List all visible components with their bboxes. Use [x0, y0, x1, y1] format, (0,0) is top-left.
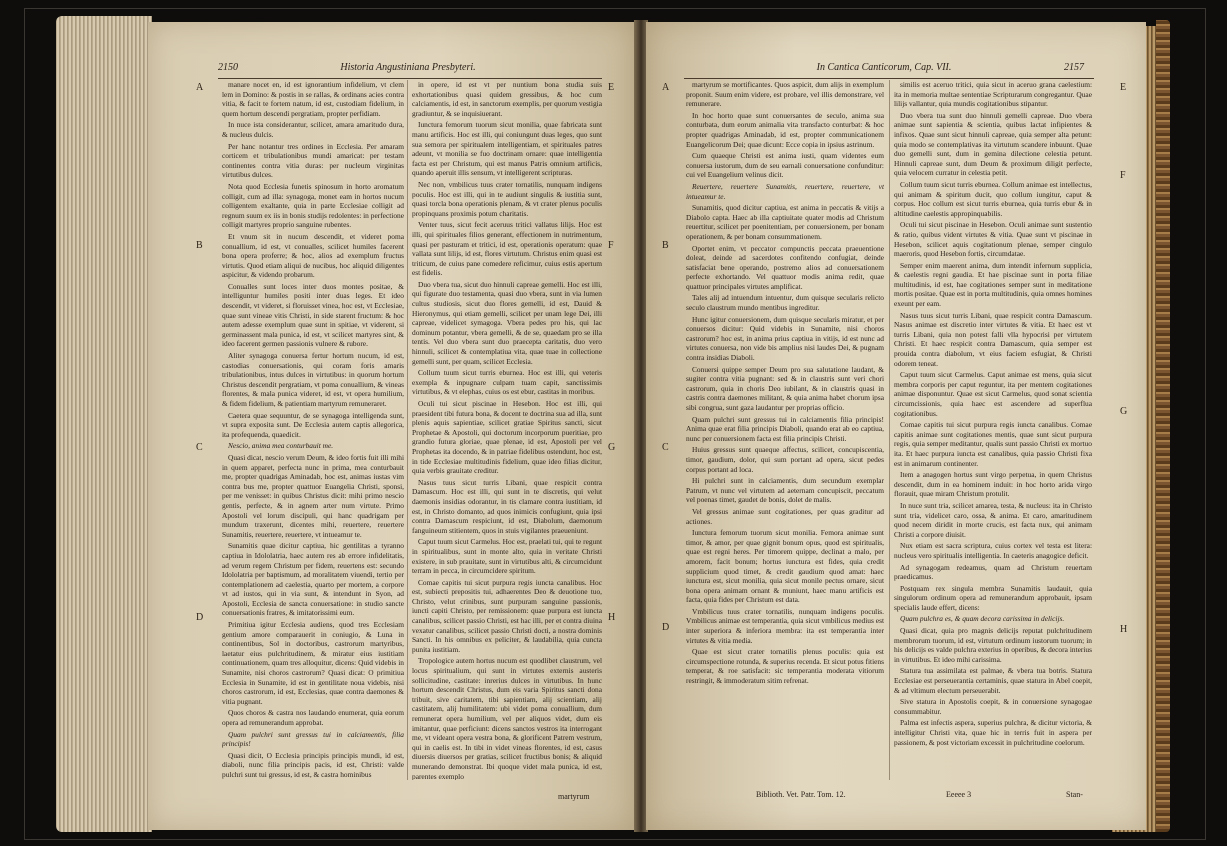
paragraph: Aliter synagoga conuersa fertur hortum nucum, id est, castodias conuersationis, qui coram foris amaris tribulationibus, intus dulces in virtutibus: in quorum hortum Christus descendit pergratiam, vt poma conuallium, & vineas florentes, & mala punica videret, id est, vt opera humilium, & fidem fidelium, & patientiam martyrum remuneraret. [222, 351, 404, 408]
paragraph: Et vnum sit in nucum descendit, et videret poma conuallium, id est, vt conualles, scilicet humiles facerent bona opera proferre; & hoc, alios ad exemplum fructus virtutis. Quod etiam aliqui de nucibus, hoc aliquid diligentes aspicitur, & videndo probarum. [222, 231, 404, 280]
paragraph: manare nocet en, id est ignorantium infidelium, vt clem lem in Domino: & postis in se rallas, & ordinans acies contra vitia, & facit te fortem natum, id est, custodiam fidelium, in quem hortum descendi pergratiam, propter perfidiam. [222, 80, 404, 118]
paragraph: Collum tuum sicut turris eburnea. Collum animae est intellectus, qui animam & spiritum ducit, quo collum iungitur, caput & corpus. Hoc collum est sicut turris eburnea, quia turris ebur & in altitudine caelestis appropinquabilis. [894, 179, 1092, 218]
paragraph: Semper enim maerent anima, dum intendit infernum supplicia, & caelestis regni gaudia. Et hae piscinae sunt in porta filiae multitudinis, id est, hae cogitationes semper sunt in meditatione mortis positae. Quae est in porta multitudinis, quia omnes homines exeunt per eam. [894, 260, 1092, 309]
right-margin-letter-e: E [1120, 82, 1127, 93]
lemma: Quam pulchra es, & quam decora carissima in delicijs. [900, 614, 1065, 624]
paragraph: Oculi tui sicut piscinae in Hesebon. Oculi animae sunt sustentio & ratio, quibus vident virtutes & vitia. Quae sunt vt piscinae in Hesebon, scilicet aquis cogitationum plenae, semper cingulo maeroris, quod Hesebon fortis, circumdatae. [894, 220, 1092, 259]
right-column-2 [894, 80, 1092, 780]
left-running-title: Historia Angustiniana Presbyteri. [340, 62, 476, 73]
right-running-head [684, 62, 1084, 78]
lemma: Nescio, anima mea conturbauit me. [228, 441, 334, 451]
paragraph: Nasus tuus sicut turris Libani, quae respicit contra Damascum. Nasus animae est discretio inter virtutes & vitia. Et haec est vt turris Libani, quia non potest falli vlla hypocrisi per virtutem Christi. Et haec respicit contra Damascum, quia semper est prouida contra diabolum, vt eius faciem esfugiat, & Christi odorem teneat. [894, 310, 1092, 368]
paragraph: Tales alij ad intuendum intuentur, dum quisque secularis relicto seculo claustrum mundo mentibus ingreditur. [686, 293, 884, 313]
paragraph: Duo vbera tua sunt duo hinnuli gemelli capreae. Duo vbera animae sunt sapientia & scientia, quibus lactat infipientes & infixos. Quae sunt sicut hinnuli capreae, quia semper alta petunt: quia modo se contemplativas ita virtutum scandere inbuunt. Quae duo gemelli sunt, dum in gemina dilectione celestia petunt. Hinnuli capreae sunt, dum Deum & proximum diligit perfecte, quia velocem curratur in celestia petit. [894, 110, 1092, 178]
left-margin-letter-g: G [608, 442, 616, 453]
paragraph: Caput tuum sicut Carmelus. Caput animae est mens, quia sicut membra corporis per caput reguntur, ita per mentem cogitationes animae disponuntur. Quae est sicut Carmelus, quod sonat scientia circumcissionis, quia haec est ascendere ad superflua cogitationibus. [894, 370, 1092, 418]
left-margin-letter-e: E [608, 82, 615, 93]
right-margin-letter-g: G [1120, 406, 1128, 417]
right-margin-letter-d: D [662, 622, 670, 633]
paragraph: Ad synagogam redeamus, quam ad Christum reuertam praedicamus. [894, 562, 1092, 582]
right-footer-signature: Eeeee 3 [946, 790, 972, 799]
paragraph: Quos choros & castra nos laudando enumerat, quia eorum opera ad remunerandum approbat. [222, 708, 404, 727]
paragraph: Item a anagogen hortus sunt virgo perpetua, in quem Christus descendit, dum in ea hominem induit: in hoc horto arida virgo florauit, quae miram Christum protulit. [894, 470, 1092, 499]
paragraph: Venter tuus, sicut fecit aceruus tritici vallatus lilijs. Hoc est illi, qui spirituales filios generant, effectionem in nutrimentum, quasi per pasturam et tritici, id est, operationis operatum: quae vallata sunt lilijs, id est, flores virtutum. Christus enim quasi est triticum, de cuius pane comedere reficimur, cuius estis apertum est fidelis. [412, 220, 602, 278]
left-margin-letter-d: D [196, 612, 204, 623]
open-book [56, 10, 1156, 838]
paragraph: Oculi tui sicut piscinae in Hesebon. Hoc est illi, qui praesident tibi futura bona, & docent te doctrina sua ad illa, sunt plenis aquis sapientiae, scilicet gratiae Spiritus sancti, sicut Prophetae & Apostoli, qui doctorum incorporum pueritiae, pro grandio futura gloriae, quae plenae, id est, Apostoli per vel Prophetas ita docendo, & in patriae fidelibus ostendunt, hoc est, in tide Ecclesiae multitudinis fidelium, quae ideo filias dicitur, quia verbis grauitate creditur. [412, 399, 602, 476]
left-margin-letter-b: B [196, 240, 203, 251]
paragraph: Oportet enim, vt peccator compunctis peccata praeuentione doleat, deinde ad sacerdotes confitendo confugiat, deinde satisfaciat bene operando, postremo alios ad conuersationem perfecte exhortando. Vel quattuor modis anima redit, quae quattuor principales virtutes amplificat. [686, 243, 884, 291]
left-column-1 [222, 80, 404, 780]
right-column-1 [686, 80, 884, 780]
paragraph: Nota quod Ecclesia funetis spinosum in horto aromatum colligit, cum ad illa: synagoga, monet eam in hortos nucum colligentem exaltante, quia in parte Ecclesiae colligit ad regnum suum ex iis in bonis studijs redolentes: in perfectione colligit martyres proprio sanguine rubentes. [222, 181, 404, 230]
left-margin-letter-f: F [608, 240, 614, 251]
paragraph: martyrum se mortificantes. Quos aspicit, dum alijs in exemplum proponit. Suum enim videre, est probare, vel illis demonstrare, vel remunerare. [686, 80, 884, 109]
paragraph: In hoc horto quae sunt conuersantes de seculo, anima sua conturbata, dum eorum animalia vita transfacto conturbat: & hoc propter quadrigas Aminadab, id est, propter communicationem Euangelicorum Dei; quae dicunt: Ecce copia in ipsius astrinum. [686, 110, 884, 149]
paragraph: Quasi dicit, O Ecclesia principis principis mundi, id est, diaboli, nunc filia principis pacis, id est, Christi: valde pulchri sunt tui gressus, id est, & castra hominibus [222, 750, 404, 779]
paragraph: Quae est sicut crater tornatilis plenus poculis: quia est circumspectione rotunda, & superius recenda. Et sicut potus fitiens temperat, & roe satisfacit: sic temperantia moderata vitiorum restringit, & immoderatum sitim refrenat. [686, 647, 884, 686]
left-margin-letter-a: A [196, 82, 204, 93]
paragraph: Per hanc notantur tres ordines in Ecclesia. Per amaram corticem et tribulationibus mundi amaricat: per testam continentes contra vitia duras: per nucleum virginitas virtutibus dulces. [222, 141, 404, 180]
paragraph: Quasi dicat, quia pro magnis delicijs reputat pulchritudinem membrorum tuorum, id est, virtutum ordinum iustorum tuorum; in his delicijs es valde pulchra exterius in operibus, & decora interius in virtutibus. Et ideo mihi carissima. [894, 626, 1092, 664]
right-margin-letter-b: B [662, 240, 669, 251]
left-column-2 [412, 80, 602, 780]
paragraph: Comae capitis tui sicut purpura regis iuncta canalibus. Hoc est, subiecti prepositis tui, adhaerentes Deo & deuotione tuo, Christo, velut crinibus, sunt purpuram sanguine passionis, iuncti capiti Christo, per remissionem: quae purpura est iuncta canalibus, scilicet passio Christi, est hac illi, per et contra diuina vexatur canalibus, scilicet passio Christi docti, a nostra dominis Sancti. In his omnibus ex peliciter, & laudabilia, quia cuncta punita iustitiam. [412, 577, 602, 654]
lemma: Reuertere, reuertere Sunamitis, reuertere, reuertere, vt intueamur te. [686, 181, 884, 201]
left-page-number: 2150 [218, 62, 238, 73]
book-cover-edge [1156, 20, 1170, 832]
paragraph: Quam pulchri sunt gressus tui in calciamentis filia principis! Anima quae erat filia principis Diaboli, quando erat ab eo captiua, nunc per conuersionem facta est filia principis Christi. [686, 414, 884, 443]
paragraph: Caetera quae sequuntur, de se synagoga intelligenda sunt, vt supra exposita sunt. De Ecclesia autem captis allegorica, ita profequenda, quaedicit. [222, 410, 404, 439]
paragraph: Vmbilicus tuus crater tornatilis, nunquam indigens poculis. Vmbilicus animae est temperantia, quia sicut vmbilicus medius est inter superiora & inferiora membra: ita est temperantia inter virtutes & vitia media. [686, 606, 884, 645]
right-margin-letter-f: F [1120, 170, 1126, 181]
paragraph: Nasus tuus sicut turris Libani, quae respicit contra Damascum. Hoc est illi, qui sunt in te discretis, qui velut daemonis insidias odorantur, in tis clamare contra iustitiam, id est, in Christo domanto, ad quos inimicis confugiunt, quia ipsi contra Damascum respiciunt, id est, Diabolum, daemonum fanguineum stitientem, quos in stuis vigilantes praeueniunt. [412, 477, 602, 535]
paragraph: Postquam rex singula membra Sunamitis laudauit, quia singulorum ordinum opera ad remunerandum approbauit, ipsam specialis laude effert, dicens: [894, 583, 1092, 612]
paragraph: Primitiua igitur Ecclesia audiens, quod tres Ecclesiam gentium amore comparauerit in coniugio, & Luna in continentibus, Sol in doctoribus, castrorum martyribus, laetatur eius pulchritudinem, & miratur eius iustitiam continuationem, quam tres alloquitur, dicens: Quid videbis in Sunamite, nisi choros castrorum? Quasi dicat: O primitiua Ecclesia in Sunamite, id est in gentilitate noua videbis, nisi choros castrorum, id est, Ecclesias, quae contra daemones & vitia pugnant. [222, 620, 404, 706]
right-running-title: In Cantica Canticorum, Cap. VII. [816, 62, 952, 73]
paragraph: Nux etiam est sacra scriptura, cuius cortex vel testa est litera: nucleus vero spiritualis intelligentia. In caeteris anagogice deficit. [894, 541, 1092, 560]
paragraph: Palma est infectis aspera, superius pulchra, & dicitur victoria, & intelligitur Christi vita, quae hic in terris fuit in aspera per passionem, & post victoriam excessit in pulchritudine coelorum. [894, 718, 1092, 747]
paragraph: Iunctura femorum tuorum sicut monilia, quae fabricata sunt manu artificis. Hoc est illi, qui coniungunt duas leges, quo sunt sua semora per spiritualem intelligentiam, et spirituales patres adeunt, vt monilia se fuo doctrinam ornare: quae intelligentia facta est per Christum, qui est manus Patris omnium artificis, quando aperuit illis sensum, vt intelligerent scripturas. [412, 120, 602, 178]
paragraph: Conualles sunt loces inter duos montes positae, & intelliguntur humiles positi inter duas leges. Et ideo descendit, vt videret, si floruisset vinea, hoc est, vt Ecclesiae, quae sunt vineae vitis Christi, in side starent fructum: & hoc autem adesse exemplum quae sunt in spitiae, vt viderent, si germinassent mala punica, id est, vt scilicet martyres sint, & ideo facerent germen passionis vulnere & rubore. [222, 281, 404, 349]
paragraph: Quasi dicat, nescio verum Deum, & ideo fortis fuit illi mihi in quem apparet, perfecta nunc in prima, mea conturbauit me, propter quadrigas Aminadab, hoc est, animas iustas vim contra bus me, propter quattuor Euangelia Christi, sponsi, per me venisset: in quibus Christus dicit: mihi primo nescio gentis, perfecte, & in agnem arter num virtute. Primo Apostoli vel lorum discipuli, qui hanc quadrigam per mundum traxerunt, dicentes mihi, reuertere, reuertere Sunamitis, reuertere, reuertere, vt intueamur te. [222, 452, 404, 539]
paragraph: Huius gressus sunt quaeque affectus, scilicet, concupiscentia, timor, gaudium, dolor, qui sum portant ad opera, sicut pedes corpus portant ad loca. [686, 445, 884, 474]
left-head-rule [218, 78, 602, 79]
paragraph: Collum tuum sicut turris eburnea. Hoc est illi, qui veteris exempla & inpugnare culpam tuam capit, sanctissimis virtutibus, & vt elephas, cuius os est ebur, castitas in moribus. [412, 368, 602, 397]
left-running-head [218, 62, 598, 78]
right-page [646, 22, 1146, 830]
paragraph: Sunamitis quae dicitur captiua, hic gentilitas a tyranno captiua in Idololatria, haec autem res ab errore infidelitatis, ad verum regem Christum per fidem, reuertens est: secundo Idololatria per baptismum, ad moralitatem viuendi, tertio per contemplationem ad caelestia, quarto per mortem, a corpore vt ad iustos, qui in via sunt, & intendunt in Syon, ad Apostoli, Ecclesia de sancta conuersatione: in studio sancte conuersationis fratres, & imitatorissimi eum. [222, 541, 404, 618]
left-page-edges [56, 16, 152, 832]
paragraph: Vel gressus animae sunt cogitationes, per quas graditur ad actiones. [686, 506, 884, 526]
right-margin-letter-c: C [662, 442, 669, 453]
paragraph: Duo vbera tua, sicut duo hinnuli capreae gemelli. Hoc est illi, qui figurate duo testamenta, quasi duo vbera, sunt in via lumen cultus studiosis, sicut duo flores gemelli, id est, Dauid & Hieronymus, qui etiam gemelli, scilicet per unam lege Dei, illi capreae, videlicet symagoga. Vbera pedes pro his, qui lac dominum potantur, vbera gemelli, & de se, quaedam pro se illa tentis. Vel duo vbera sunt duo praecepta caritatis, duo vero hinnuli, scilicet & contemplatiua vita, quae tuae in collectione gemelli sunt, per quam, scilicet Ecclesia. [412, 279, 602, 366]
left-margin-letter-c: C [196, 442, 203, 453]
left-catchword: martyrum [558, 792, 590, 801]
right-margin-letter-h: H [1120, 624, 1128, 635]
paragraph: Statura tua assimilata est palmae, & vbera tua botris. Statura Ecclesiae est perseuerantia certaminis, quae statura in Abel coepit, & ad vltimum electum perseuerabit. [894, 666, 1092, 695]
paragraph: Sive statura in Apostolis coepit, & in conuersione synagogae consummabitur. [894, 697, 1092, 716]
left-column-rule [407, 80, 408, 780]
paragraph: Iunctura femorum tuorum sicut monilia. Femora animae sunt timor, & amor, per quae gignit bonum opus, quod est spiritualis, quae est regni heres. Per timorem quippe, declinat a malo, per amorem, facit bonum; hortus iunctura est fides, quia credit supplicium quod timet, & credit gaudium quod amat: haec iunctura est, sicut monilia, quia sicut monile pectus ornare, sicut bona opera animam ornant & muniunt, haec manu artificis est facta, quia fides per Christum est data. [686, 528, 884, 605]
right-page-number: 2157 [1064, 62, 1084, 73]
paragraph: Cum quaeque Christi est anima iusti, quam videntes eum conuersa iustorum, dum de seu earnali conuersatione confunditur: cui vel Euangelium velinus dicit. [686, 151, 884, 180]
paragraph: Conuersi quippe semper Deum pro sua salutatione laudant, & sugiter contra vitia pugnant: sed & in claustris sunt veri chori castrorum, quia in choris Deo iubilant, & in claustris quasi in castris contra daemones militant, & quia anima habet chorum ipsa sibi congrua, sunt gaza laudantur per proprias officio. [686, 364, 884, 412]
right-margin-letter-a: A [662, 82, 670, 93]
right-head-rule [684, 78, 1094, 79]
paragraph: similis est aceruo tritici, quia sicut in aceruo grana caelestium: ita in memoria multae sententiae Scripturarum congregantur. Quae lilijs vallantur, quia mundis cogitationibus stipantur. [894, 80, 1092, 109]
paragraph: Sunamitis, quod dicitur captiua, est anima in peccatis & vitijs a Diabolo capta. Haec ab illa captiuitate quater modis ad Christum reuertitur, scilicet per poenitentiam, per conuersionem, per bonam operationem, & per bonam consummationem. [686, 203, 884, 241]
right-footer-title: Biblioth. Vet. Patr. Tom. 12. [756, 790, 846, 799]
left-page [148, 22, 634, 830]
paragraph: In nuce sunt tria, scilicet amarea, testa, & nucleus: ita in Christo sunt tria, videlicet caro, ossa, & anima. Et caro, amaritudinem quod necem diridit in morte crucis, est facta nux, qui animam Christi a corpore diuisit. [894, 500, 1092, 539]
paragraph: Caput tuum sicut Carmelus. Hoc est, praelati tui, qui te regunt in spiritualibus, sunt in monte alto, quia in veritate Christi existere, in sub prauitate, sunt in virtutibus alti, & circumcidunt terram in pecca, in circumcidere spiritum. [412, 537, 602, 576]
paragraph: Comae capitis tui sicut purpura regis iuncta canalibus. Comae capitis animae sunt cogitationes mentis, quae sunt sicut purpura regis, quia semper meditantur, qualis sunt passio Christi ex mortuo ita. Et haec purpura iuncta est canalibus, quia passio Christi fixa est in animarum continenter. [894, 420, 1092, 468]
paragraph: Nec non, vmbilicus tuus crater tornatilis, nunquam indigens poculis. Hoc est illi, qui in te audiunt singulis & iustitia sunt, quasi torcla bona operationis plenam, & vt crater plenus poculis propinquans proximis potum charitatis. [412, 179, 602, 218]
right-column-rule [889, 80, 890, 780]
left-margin-letter-h: H [608, 612, 616, 623]
paragraph: Hunc igitur conuersionem, dum quisque secularis miratur, et per conuersos dicitur: Quid videbis in Sunamite, nisi choros castrorum? hoc est, in anima prius captiua in vitijs, id est nunc ad virtutes conuersa, non vide bis amplius nisi laudes Dei, & pugnam contra insidias Diaboli. [686, 314, 884, 363]
lemma: Quam pulchri sunt gressus tui in calciamentis, filia principis! [222, 729, 404, 749]
paragraph: Hi pulchri sunt in calciamentis, dum secundum exemplar Patrum, vt nunc vel virtutem ad aeternam concupiscit, peccatum vel poenas timet, gaudet de bonis, dolet de malis. [686, 476, 884, 505]
paragraph: in opere, id est vt per nuntium bona studia suis exhortationibus quasi quidem gressibus, & hoc cum calciamentis, id est, in sanctorum exemplis, per quorum vestigia gradiuntur, & se inquisiuerant. [412, 80, 602, 118]
paragraph: Tropologice autem hortus nucum est quodlibet claustrum, vel locus spiritualium, qui sunt in virtutes externis austeris sollicitudine, castitate: inrerius dulces in virtutibus. In hunc hortum descendit Christus, dum eis varia Spiritus sancti dona tribuit, sive caritatem, tibi sapientiam, alij scientiam, alij castitatem, alij humilitatem: ubi videt poma conuallium, dum remunerat opera humilium, vel per aliquos videt, dum eis imitantur, quae perficiunt: dicens sanctos vestros ita interrogant me, vt videant opera vestra bona, & glorificent Patrem vestrum, qui in caelis est. In tibi in videt vineas florentes, id est, casus diuersis diuersos per gratias, scilicet fructibus bonis; & aliquid munerando demonstrat. Ibi quoque videt mala punica, id est, parentes exemplo [412, 656, 602, 780]
right-catchword: Stan- [1066, 790, 1083, 799]
paragraph: In nuce ista considerantur, scilicet, amara amaritudo dura, & nucleus dulcis. [222, 120, 404, 139]
